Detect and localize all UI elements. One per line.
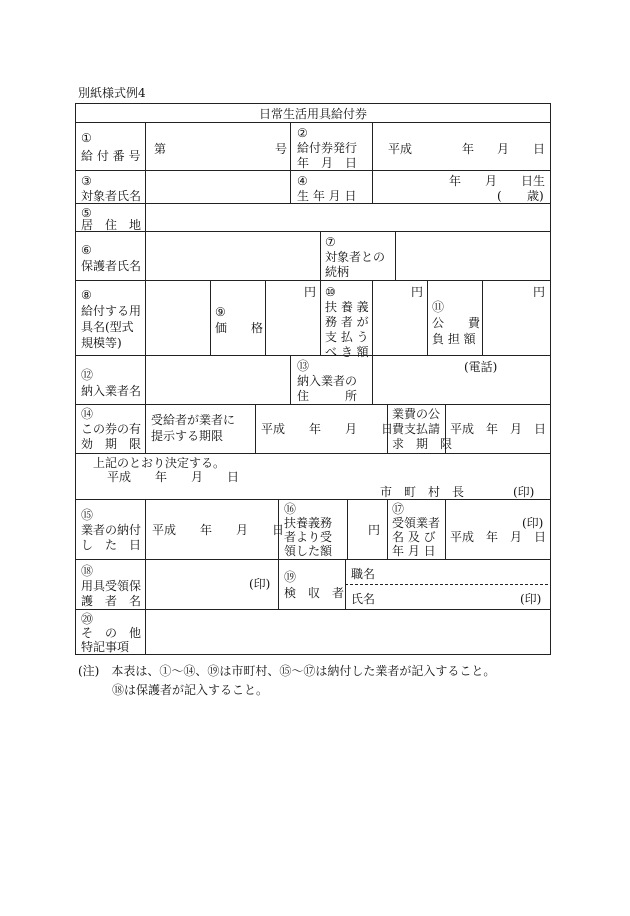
label-supplier-date-2: 名 及 び — [392, 530, 436, 544]
label-supplier-address-2: 住 所 — [297, 389, 358, 403]
mayor-label: 市 町 村 長 — [380, 485, 465, 499]
text-year: 年 — [462, 142, 475, 156]
decision-text: 上記のとおり決定する。 — [93, 456, 226, 470]
num-18: ⑱ — [81, 564, 94, 578]
label-guardian-name: 保護者氏名 — [81, 259, 142, 273]
label-delivered-2: し た 日 — [81, 538, 142, 552]
label-issue-date-1: 給付券発行 — [297, 141, 358, 155]
label-device-1: 給付する用 — [81, 304, 142, 318]
label-support-4: べ き 額 — [325, 345, 369, 359]
label-delivered-1: 業者の納付 — [81, 523, 142, 537]
mayor-seal: (印) — [513, 485, 535, 499]
num-11: ⑪ — [432, 300, 445, 314]
text-date-claim: 平成 年 月 日 — [450, 422, 547, 436]
label-payment-number: 給 付 番 号 — [81, 149, 141, 163]
label-claim-2: 費支払請 — [392, 422, 441, 436]
text-month-2: 月 — [485, 174, 498, 188]
num-3: ③ — [81, 174, 92, 188]
label-support-1: 扶 養 義 — [325, 300, 369, 314]
label-support-3: 支 払 う — [325, 330, 369, 344]
num-1: ① — [81, 131, 92, 145]
receiver-seal: (印) — [249, 577, 271, 591]
num-13: ⑬ — [297, 359, 310, 373]
label-public-2: 負 担 額 — [432, 332, 476, 346]
text-yen-public: 円 — [533, 285, 546, 299]
label-relationship-1: 対象者との — [325, 250, 386, 264]
label-claim-3: 求 期 限 — [392, 437, 453, 451]
label-supplier-date-3: 年 月 日 — [392, 544, 436, 558]
decision-date: 平成 年 月 日 — [107, 470, 240, 484]
text-age-close: 歳) — [527, 189, 544, 203]
num-20: ⑳ — [81, 612, 94, 626]
label-received-2: 者より受 — [284, 530, 333, 544]
num-14: ⑭ — [81, 407, 94, 421]
label-price: 価 格 — [215, 321, 264, 335]
label-claim-1: 業費の公 — [392, 407, 441, 421]
note-2: ⑱は保護者が記入すること。 — [112, 683, 269, 697]
inspector-seal: (印) — [520, 592, 542, 606]
label-supplier-address-1: 納入業者の — [297, 374, 358, 388]
text-yen-price: 円 — [304, 285, 317, 299]
label-inspector-name: 氏名 — [351, 592, 376, 606]
num-8: ⑧ — [81, 288, 92, 302]
label-target-name: 対象者氏名 — [81, 189, 142, 203]
label-issue-date-2: 年 月 日 — [297, 156, 358, 170]
label-inspector: 検 収 者 — [284, 586, 345, 600]
label-validity-2: 効 期 限 — [81, 437, 142, 451]
text-age-open: ( — [497, 189, 502, 203]
num-2: ② — [297, 126, 308, 140]
label-received-1: 扶養義務 — [284, 516, 333, 530]
num-7: ⑦ — [325, 235, 336, 249]
label-relationship-2: 続柄 — [325, 265, 350, 279]
label-present-deadline-2: 提示する期限 — [151, 429, 224, 443]
text-yen-received: 円 — [368, 523, 381, 537]
text-phone: (電話) — [464, 360, 498, 374]
text-date-present: 平成 年 月 日 — [261, 422, 394, 436]
num-16: ⑯ — [284, 502, 297, 516]
label-validity-1: この券の有 — [81, 422, 142, 436]
form-title: 日常生活用具給付券 — [258, 107, 367, 121]
label-residence: 居 住 地 — [81, 218, 142, 232]
num-15: ⑮ — [81, 508, 94, 522]
label-supplier-name: 納入業者名 — [81, 384, 142, 398]
label-other-1: そ の 他 — [81, 626, 142, 640]
text-year-2: 年 — [449, 174, 462, 188]
note-1: (注) 本表は、①〜⑭、⑲は市町村、⑮〜⑰は納付した業者が記入すること。 — [78, 664, 496, 678]
num-10: ⑩ — [325, 285, 336, 299]
label-other-2: 特記事項 — [81, 640, 130, 654]
num-5: ⑤ — [81, 206, 92, 220]
label-public-1: 公 費 — [432, 316, 481, 330]
num-19: ⑲ — [284, 570, 297, 584]
voucher-form — [75, 103, 551, 655]
text-yen-support: 円 — [411, 285, 424, 299]
text-go: 号 — [275, 142, 288, 156]
label-receiver-1: 用具受領保 — [81, 579, 142, 593]
label-job-title: 職名 — [351, 567, 376, 581]
text-month: 月 — [497, 142, 510, 156]
text-dai: 第 — [154, 142, 167, 156]
text-day: 日 — [533, 142, 546, 156]
supplier-seal: (印) — [522, 516, 544, 530]
label-support-2: 務 者 が — [325, 315, 369, 329]
label-birth-date: 生 年 月 日 — [297, 189, 357, 203]
label-received-3: 領した額 — [284, 544, 333, 558]
num-12: ⑫ — [81, 368, 94, 382]
label-device-3: 規模等) — [81, 336, 122, 350]
text-heisei: 平成 — [388, 142, 413, 156]
text-date-delivered: 平成 年 月 日 — [152, 523, 285, 537]
num-6: ⑥ — [81, 243, 92, 257]
form-label: 別紙様式例4 — [78, 86, 146, 100]
text-date-supplier: 平成 年 月 日 — [450, 530, 547, 544]
num-17: ⑰ — [392, 502, 405, 516]
label-device-2: 具名(型式 — [81, 320, 134, 334]
label-present-deadline-1: 受給者が業者に — [151, 413, 236, 427]
label-receiver-2: 護 者 名 — [81, 594, 142, 608]
text-day-born: 日生 — [521, 174, 546, 188]
num-4: ④ — [297, 174, 308, 188]
label-supplier-date-1: 受領業者 — [392, 516, 441, 530]
num-9: ⑨ — [215, 305, 226, 319]
